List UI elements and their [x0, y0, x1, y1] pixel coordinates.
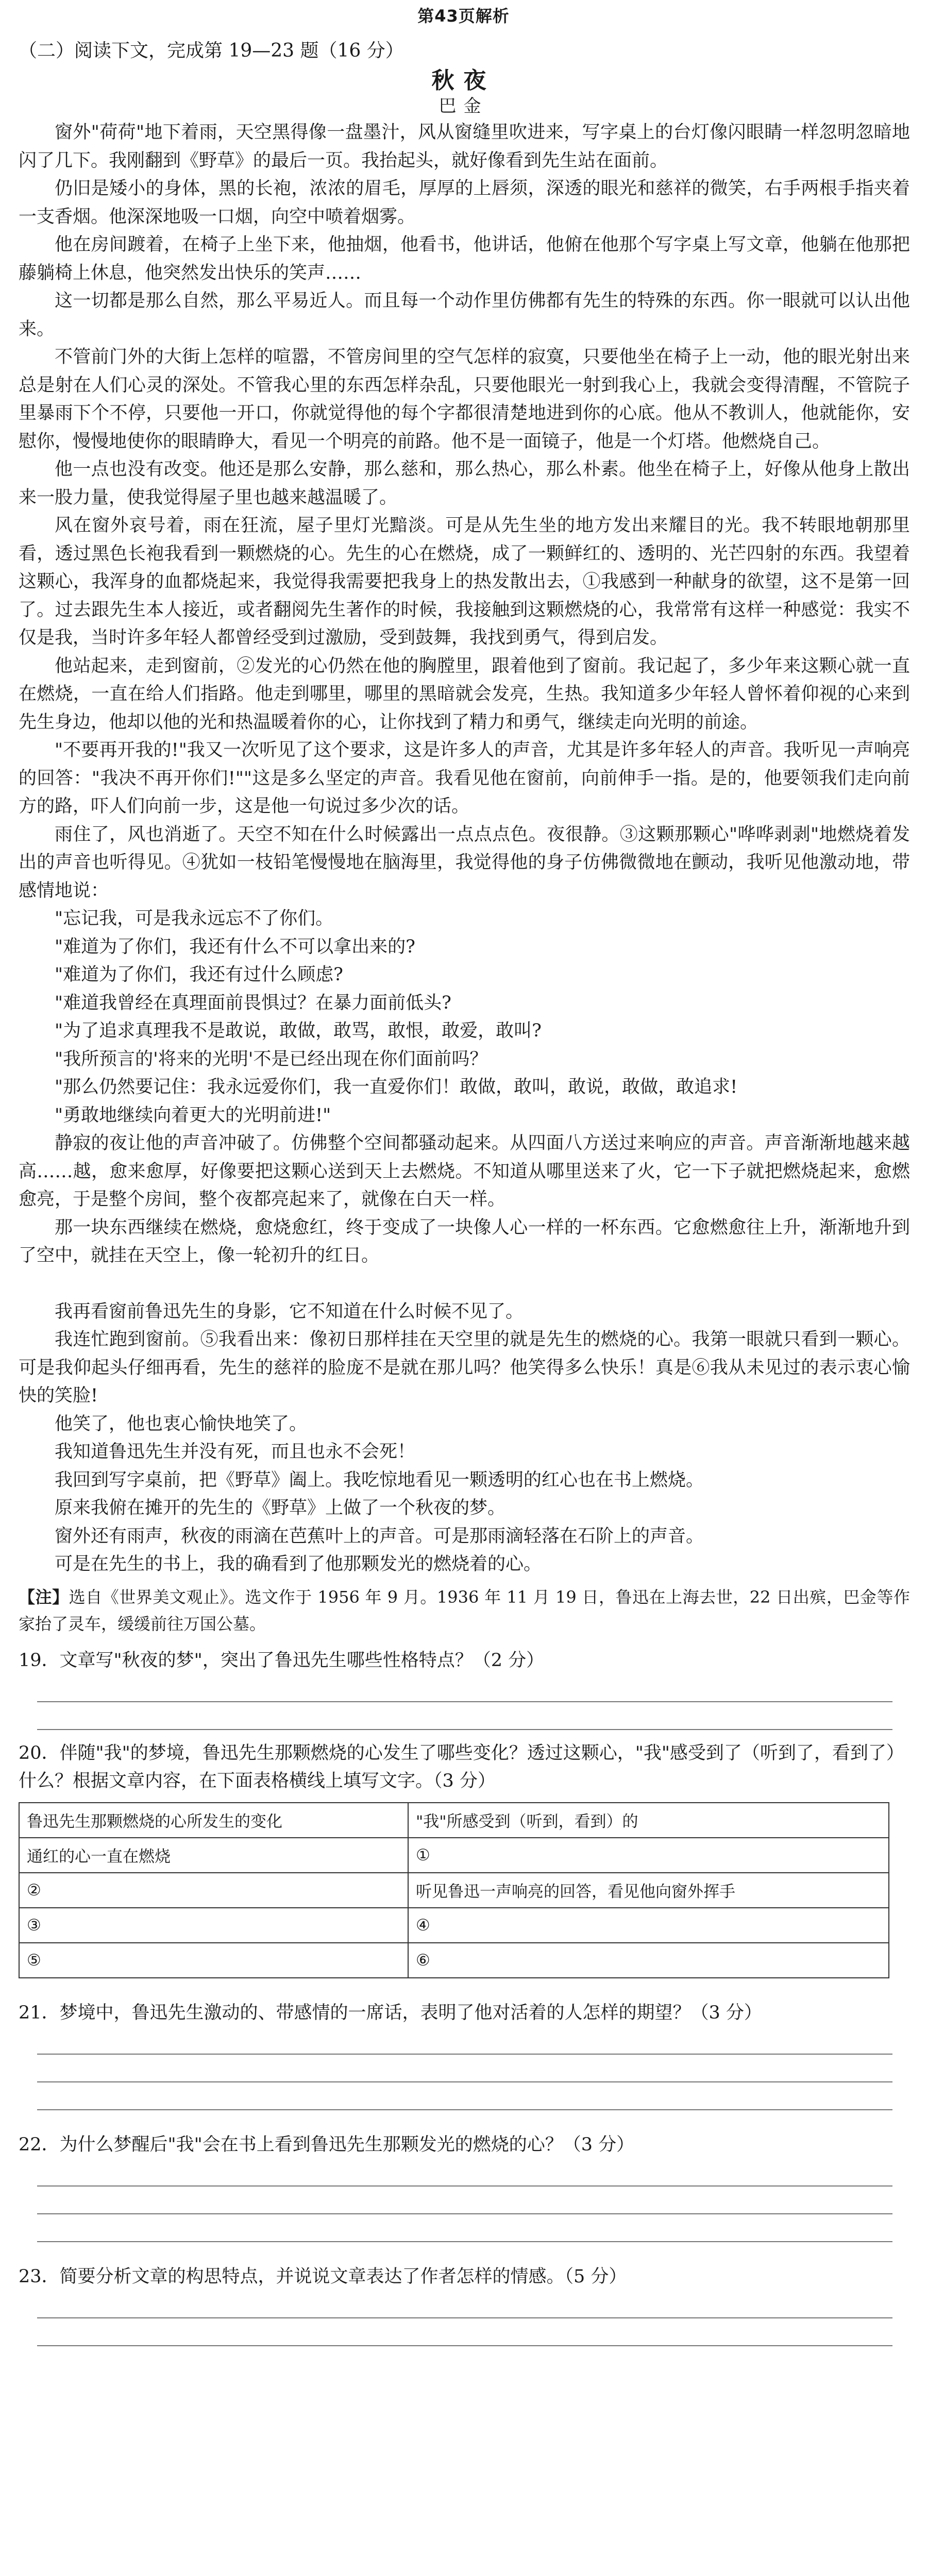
table-cell: 听见鲁迅一声响亮的回答，看见他向窗外挥手: [408, 1873, 889, 1908]
question-21: [19, 1999, 910, 2110]
answer-line[interactable]: [37, 1702, 892, 1730]
article-title: 秋夜: [431, 67, 496, 94]
article-paragraph: 仍旧是矮小的身体，黑的长袍，浓浓的眉毛，厚厚的上唇须，深透的眼光和慈祥的微笑，右手两根手指夹着一支香烟。他深深地吸一口烟，向空中喷着烟雾。: [19, 178, 910, 227]
answer-line[interactable]: [37, 2082, 892, 2110]
footnote: [19, 1584, 910, 1637]
closing-line: 他笑了，他也衷心愉快地笑了。: [55, 1413, 308, 1434]
answer-line[interactable]: [37, 2214, 892, 2242]
answer-line[interactable]: [37, 1674, 892, 1702]
closing-line: 可是在先生的书上，我的确看到了他那颗发光的燃烧着的心。: [55, 1554, 542, 1574]
speech-line: "那么仍然要记住：我永远爱你们，我一直爱你们！敢做，敢叫，敢说，敢做，敢追求!: [55, 1077, 738, 1097]
question-22-text: 22．为什么梦醒后"我"会在书上看到鲁迅先生那颗发光的燃烧的心？（3 分）: [19, 2134, 635, 2155]
article-paragraph: 这一切都是那么自然，那么平易近人。而且每一个动作里仿佛都有先生的特殊的东西。你一眼就可以认出他来。: [19, 291, 910, 340]
closing-line: 我知道鲁迅先生并没有死，而且也永不会死！: [55, 1442, 416, 1462]
article-body: [19, 118, 910, 2346]
question-20: [19, 1739, 910, 1978]
closing-line: 原来我俯在摊开的先生的《野草》上做了一个秋夜的梦。: [55, 1498, 506, 1518]
table-cell[interactable]: ②: [19, 1873, 408, 1908]
speech-line: "难道为了你们，我还有过什么顾虑?: [55, 964, 343, 985]
table-cell[interactable]: ⑥: [408, 1943, 889, 1978]
table-header-perceptions: "我"所感受到（听到，看到）的: [408, 1803, 889, 1838]
question-21-text: 21．梦境中，鲁迅先生激动的、带感情的一席话，表明了他对活着的人怎样的期望？（3 分）: [19, 2002, 762, 2023]
answer-line[interactable]: [37, 2159, 892, 2187]
question-23: [19, 2263, 910, 2346]
article-author: 巴金: [439, 96, 488, 116]
speech-line: "我所预言的'将来的光明'不是已经出现在你们面前吗？: [55, 1048, 488, 1070]
footnote-label: 【注】: [19, 1587, 69, 1607]
question-22: [19, 2131, 910, 2242]
question-23-text: 23．简要分析文章的构思特点，并说说文章表达了作者怎样的情感。（5 分）: [19, 2266, 627, 2287]
article-paragraph: 窗外"荷荷"地下着雨，天空黑得像一盘墨汁，风从窗缝里吹进来，写字桌上的台灯像闪眼睛一样忽明忽暗地闪了几下。我刚翻到《野草》的最后一页。我抬起头，就好像看到先生站在面前。: [19, 122, 910, 171]
article-paragraph: 不管前门外的大街上怎样的喧嚣，不管房间里的空气怎样的寂寞，只要他坐在椅子上一动，他的眼光射出来总是射在人们心灵的深处。不管我心里的东西怎样杂乱，只要他眼光一射到我心上，我就会变得清醒，不管院子里暴雨下个不停，只要他一开口，你就觉得他的每个字都很清楚地进到你的心底。他从不教训人，他就能你，安慰你，慢慢地使你的眼睛睁大，看见一个明亮的前路。他不是一面镜子，他是一个灯塔。他燃烧自己。: [19, 347, 910, 452]
table-cell[interactable]: ①: [408, 1838, 889, 1873]
article-paragraph: 他在房间踱着，在椅子上坐下来，他抽烟，他看书，他讲话，他俯在他那个写字桌上写文章，他躺在他那把藤躺椅上休息，他突然发出快乐的笑声……: [19, 234, 910, 283]
speech-line: "难道我曾经在真理面前畏惧过？在暴力面前低头?: [55, 992, 451, 1013]
answer-line[interactable]: [37, 2027, 892, 2055]
table-cell: 通红的心一直在燃烧: [19, 1838, 408, 1873]
closing-line: 窗外还有雨声，秋夜的雨滴在芭蕉叶上的声音。可是那雨滴轻落在石阶上的声音。: [55, 1526, 704, 1547]
article-paragraph: 那一块东西继续在燃烧，愈烧愈红，终于变成了一块像人心一样的一杯东西。它愈燃愈往上升，渐渐地升到了空中，就挂在天空上，像一轮初升的红日。: [19, 1217, 910, 1266]
article-paragraph: "不要再开我的!"我又一次听见了这个要求，这是许多人的声音，尤其是许多年轻人的声音。我听见一声响亮的回答："我决不再开你们!""这是多么坚定的声音。我看见他在窗前，向前伸手一指。是的，他要领我们走向前方的路，吓人们向前一步，这是他一句说过多少次的话。: [19, 740, 910, 817]
answer-line[interactable]: [37, 2318, 892, 2346]
answer-line[interactable]: [37, 2291, 892, 2318]
article-paragraph: 静寂的夜让他的声音冲破了。仿佛整个空间都骚动起来。从四面八方送过来响应的声音。声音渐渐地越来越高……越，愈来愈厚，好像要把这颗心送到天上去燃烧。不知道从哪里送来了火，它一下子就把燃烧起来，愈燃愈亮，于是整个房间，整个夜都亮起来了，就像在白天一样。: [19, 1133, 910, 1210]
article-paragraph: 我连忙跑到窗前。⑤我看出来：像初日那样挂在天空里的就是先生的燃烧的心。我第一眼就只看到一颗心。可是我仰起头仔细再看，先生的慈祥的脸庞不是就在那儿吗？他笑得多么快乐！真是⑥我从未见过的表示衷心愉快的笑脸!: [19, 1329, 910, 1406]
closing-line: 我回到写字桌前，把《野草》阖上。我吃惊地看见一颗透明的红心也在书上燃烧。: [55, 1469, 704, 1490]
table-header-changes: 鲁迅先生那颗燃烧的心所发生的变化: [19, 1803, 408, 1838]
page-header-label: 第43页解析: [417, 6, 510, 26]
article-paragraph: 他站起来，走到窗前，②发光的心仍然在他的胸膛里，跟着他到了窗前。我记起了，多少年来这颗心就一直在燃烧，一直在给人们指路。他走到哪里，哪里的黑暗就会发亮，生热。我知道多少年轻人曾怀着仰视的心来到先生身边，他却以他的光和热温暖着你的心，让你找到了精力和勇气，继续走向光明的前途。: [19, 655, 910, 733]
article-paragraph: 他一点也没有改变。他还是那么安静，那么慈和，那么热心，那么朴素。他坐在椅子上，好像从他身上散出来一股力量，使我觉得屋子里也越来越温暖了。: [19, 459, 910, 508]
question-20-text: 20．伴随"我"的梦境，鲁迅先生那颗燃烧的心发生了哪些变化？透过这颗心，"我"感受到了（听到了，看到了）什么？根据文章内容，在下面表格横线上填写文字。（3 分）: [19, 1742, 904, 1791]
answer-table: [19, 1802, 889, 1978]
footnote-text: 选自《世界美文观止》。选文作于 1956 年 9 月。1936 年 11 月 19 日，鲁迅在上海去世，22 日出殡，巴金等作家抬了灵车，缓缓前往万国公墓。: [19, 1587, 910, 1634]
speech-line: "勇敢地继续向着更大的光明前进!": [55, 1105, 331, 1126]
question-19: [19, 1647, 910, 1730]
answer-line[interactable]: [37, 2055, 892, 2082]
speech-line: "难道为了你们，我还有什么不可以拿出来的?: [55, 936, 415, 957]
article-paragraph: 风在窗外哀号着，雨在狂流，屋子里灯光黯淡。可是从先生坐的地方发出来耀目的光。我不转眼地朝那里看，透过黑色长袍我看到一颗燃烧的心。先生的心在燃烧，成了一颗鲜红的、透明的、光芒四射的东西。我望着这颗心，我浑身的血都烧起来，我觉得我需要把我身上的热发散出去，①我感到一种献身的欲望，这不是第一回了。过去跟先生本人接近，或者翻阅先生著作的时候，我接触到这颗燃烧的心，我常常有这样一种感觉：我实不仅是我，当时许多年轻人都曾经受到过激励，受到鼓舞，我找到勇气，得到启发。: [19, 515, 910, 648]
table-cell[interactable]: ④: [408, 1908, 889, 1943]
article-paragraph: 我再看窗前鲁迅先生的身影，它不知道在什么时候不见了。: [55, 1301, 524, 1322]
section-heading: （二）阅读下文，完成第 19—23 题（16 分）: [19, 40, 404, 61]
article-paragraph: 雨住了，风也消逝了。天空不知在什么时候露出一点点点色。夜很静。③这颗那颗心"哗哗剥剥"地燃烧着发出的声音也听得见。④犹如一枝铅笔慢慢地在脑海里，我觉得他的身子仿佛微微地在颤动，我听见他激动地，带感情地说：: [19, 824, 910, 901]
speech-line: "忘记我，可是我永远忘不了你们。: [55, 908, 334, 929]
section-gap: [19, 1270, 910, 1298]
question-19-text: 19．文章写"秋夜的梦"，突出了鲁迅先生哪些性格特点？（2 分）: [19, 1650, 545, 1671]
table-cell[interactable]: ⑤: [19, 1943, 408, 1978]
table-cell[interactable]: ③: [19, 1908, 408, 1943]
answer-line[interactable]: [37, 2187, 892, 2214]
speech-line: "为了追求真理我不是敢说，敢做，敢骂，敢恨，敢爱，敢叫?: [55, 1021, 542, 1041]
